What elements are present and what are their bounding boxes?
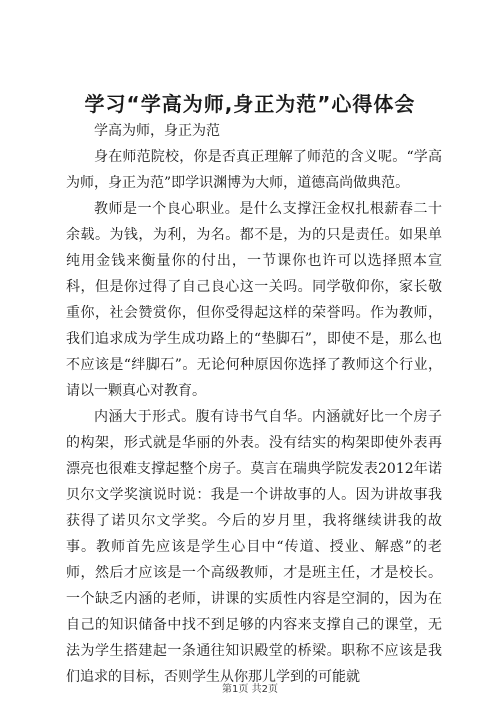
document-title: 学习“学高为师,身正为范”心得体会 xyxy=(84,92,416,116)
paragraph: 内涵大于形式。腹有诗书气自华。内涵就好比一个房子的构架，形式就是华丽的外表。没有结实的构架即使外表再漂亮也很难支撑起整个房子。莫言在瑞典学院发表2012年诺贝尔文学奖演说时说：我是一个讲故事的人。因为讲故事我获得了诺贝尔文学奖。今后的岁月里，我将继续讲我的故事。教师首先应该是学生心目中“传道、授业、解惑”的老师，然后才应该是一个高级教师，才是班主任，才是校长。一个缺乏内涵的老师，讲课的实质性内容是空洞的，因为在自己的知识储备中找不到足够的内容来支撑自己的课堂，无法为学生搭建起一条通往知识殿堂的桥梁。职称不应该是我们追求的目标，否则学生从你那儿学到的可能就 xyxy=(66,409,442,685)
paragraph: 身在师范院校，你是否真正理解了师范的含义呢。“学高为师，身正为范”即学识渊博为大师，道德高尚做典范。 xyxy=(66,149,442,191)
paragraph: 教师是一个良心职业。是什么支撑汪金权扎根薪春二十余载。为钱，为利，为名。都不是，为的只是责任。如果单纯用金钱来衡量你的付出，一节课你也许可以选择照本宣科，但是你过得了自己良心这一关吗。同学敬仰你，家长敬重你，社会赞赏你，但你受得起这样的荣誉吗。作为教师，我们追求成为学生成功路上的“垫脚石”，即使不是，那么也不应该是“绊脚石”。无论何种原因你选择了教师这个行业，请以一颗真心对教育。 xyxy=(66,201,442,399)
document-body xyxy=(66,118,442,690)
paragraph-subtitle: 学高为师，身正为范 xyxy=(94,123,220,139)
page-number-footer: 第1页 共2页 xyxy=(222,684,278,695)
